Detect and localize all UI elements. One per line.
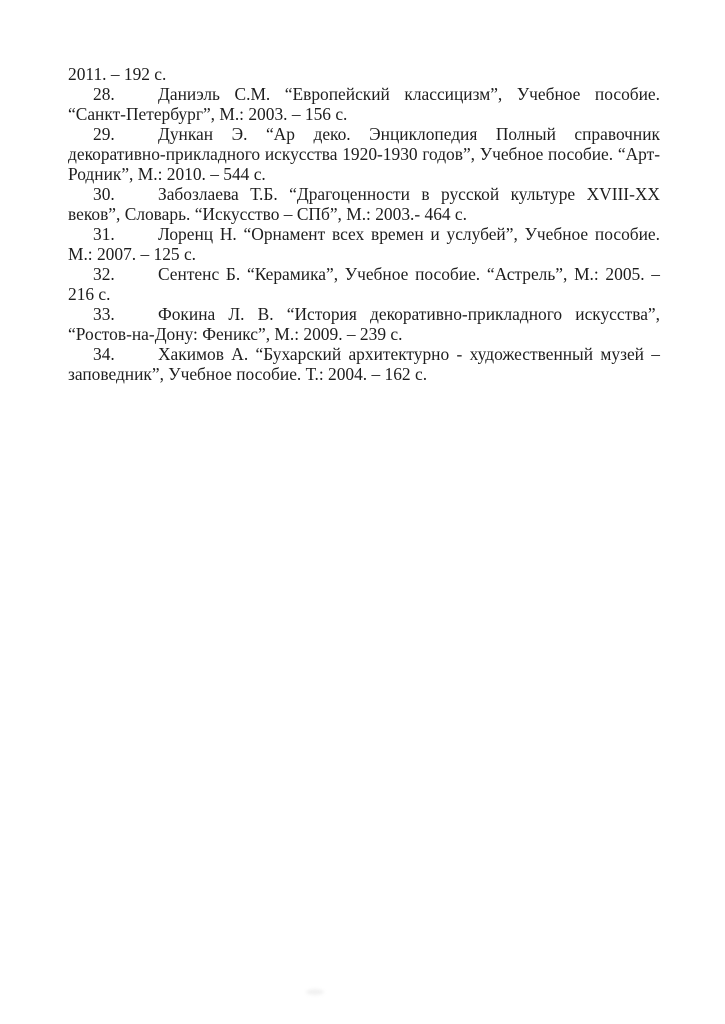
reference-text: Лоренц Н. “Орнамент всех времен и услубей”, Учебное пособие. М.: 2007. – 125 с. [68, 224, 660, 264]
reference-item-33 [68, 304, 660, 344]
reference-number: 29. [93, 124, 115, 144]
reference-number: 34. [93, 344, 115, 364]
reference-number: 31. [93, 224, 115, 244]
reference-number: 33. [93, 304, 115, 324]
scan-artifact [306, 989, 324, 995]
reference-text: Сентенс Б. “Керамика”, Учебное пособие. “Астрель”, М.: 2005. – 216 с. [68, 264, 660, 304]
bibliography-list [68, 64, 660, 384]
reference-item-29 [68, 124, 660, 184]
reference-text: Даниэль С.М. “Европейский классицизм”, Учебное пособие. “Санкт-Петербург”, М.: 2003. – 156 с. [68, 84, 660, 124]
reference-number: 28. [93, 84, 115, 104]
reference-item-30 [68, 184, 660, 224]
reference-carryover-line: 2011. – 192 с. [68, 64, 167, 84]
reference-item-31 [68, 224, 660, 264]
reference-number: 30. [93, 184, 115, 204]
reference-text: Дункан Э. “Ар деко. Энциклопедия Полный справочник декоративно-прикладного искусства 1920-1930 годов”, Учебное пособие. “Арт-Родник”, М.: 2010. – 544 с. [68, 124, 660, 184]
reference-text: Забозлаева Т.Б. “Драгоценности в русской культуре XVIII-XX веков”, Словарь. “Искусство – СПб”, М.: 2003.- 464 с. [68, 184, 660, 224]
reference-text: Хакимов А. “Бухарский архитектурно - художественный музей – заповедник”, Учебное пособие. Т.: 2004. – 162 с. [68, 344, 660, 384]
reference-item-32 [68, 264, 660, 304]
reference-number: 32. [93, 264, 115, 284]
reference-item-28 [68, 84, 660, 124]
reference-text: Фокина Л. В. “История декоративно-прикладного искусства”, “Ростов-на-Дону: Феникс”, М.: 2009. – 239 с. [68, 304, 660, 344]
reference-item-34 [68, 344, 660, 384]
